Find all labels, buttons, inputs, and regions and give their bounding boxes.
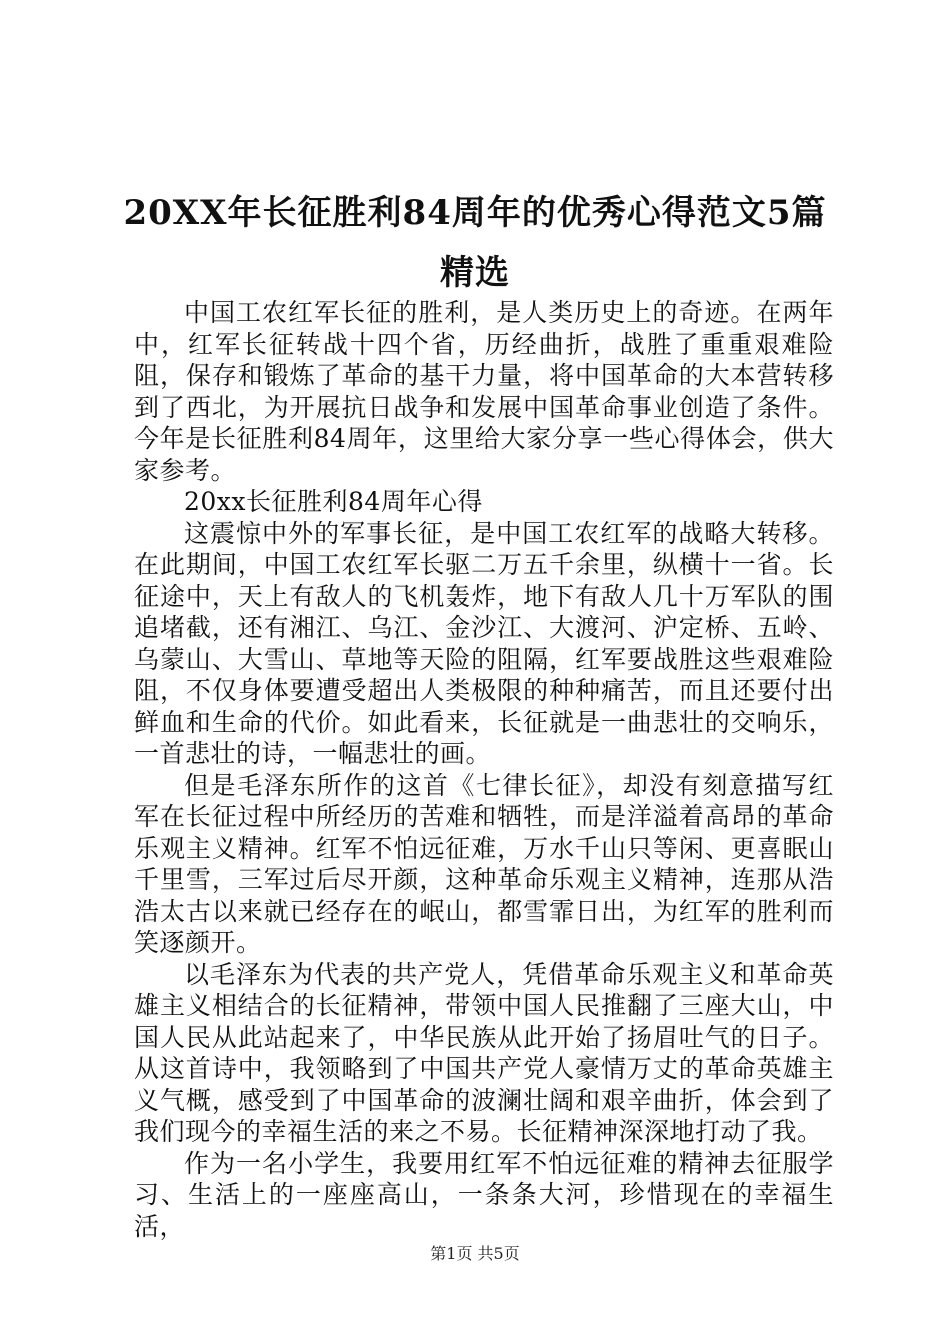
page-number-footer: 第1页 共5页 (430, 1244, 520, 1263)
paragraph-intro: 中国工农红军长征的胜利，是人类历史上的奇迹。在两年中，红军长征转战十四个省，历经曲折，战胜了重重艰难险阻，保存和锻炼了革命的基干力量，将中国革命的大本营转移到了西北，为开展抗日战争和发展中国革命事业创造了条件。今年是长征胜利84周年，这里给大家分享一些心得体会，供大家参考。 (134, 298, 834, 485)
section-heading: 20xx长征胜利84周年心得 (184, 487, 483, 516)
document-body (134, 297, 834, 1242)
paragraph: 以毛泽东为代表的共产党人，凭借革命乐观主义和革命英雄主义相结合的长征精神，带领中国人民推翻了三座大山，中国人民从此站起来了，中华民族从此开始了扬眉吐气的日子。从这首诗中，我领略到了中国共产党人豪情万丈的革命英雄主义气概，感受到了中国革命的波澜壮阔和艰辛曲折，体会到了我们现今的幸福生活的来之不易。长征精神深深地打动了我。 (134, 959, 834, 1146)
document-title: 20XX年长征胜利84周年的优秀心得范文5篇精选 (123, 193, 827, 293)
paragraph: 这震惊中外的军事长征，是中国工农红军的战略大转移。在此期间，中国工农红军长驱二万五千余里，纵横十一省。长征途中，天上有敌人的飞机轰炸，地下有敌人几十万军队的围追堵截，还有湘江、乌江、金沙江、大渡河、沪定桥、五岭、乌蒙山、大雪山、草地等天险的阻隔，红军要战胜这些艰难险阻，不仅身体要遭受超出人类极限的种种痛苦，而且还要付出鲜血和生命的代价。如此看来，长征就是一曲悲壮的交响乐，一首悲壮的诗，一幅悲壮的画。 (134, 518, 834, 768)
paragraph: 作为一名小学生，我要用红军不怕远征难的精神去征服学习、生活上的一座座高山，一条条大河，珍惜现在的幸福生活， (134, 1148, 834, 1241)
paragraph: 但是毛泽东所作的这首《七律长征》，却没有刻意描写红军在长征过程中所经历的苦难和牺牲，而是洋溢着高昂的革命乐观主义精神。红军不怕远征难，万水千山只等闲、更喜眠山千里雪，三军过后尽开颜，这种革命乐观主义精神，连那从浩浩太古以来就已经存在的岷山，都雪霏日出，为红军的胜利而笑逐颜开。 (134, 770, 834, 957)
